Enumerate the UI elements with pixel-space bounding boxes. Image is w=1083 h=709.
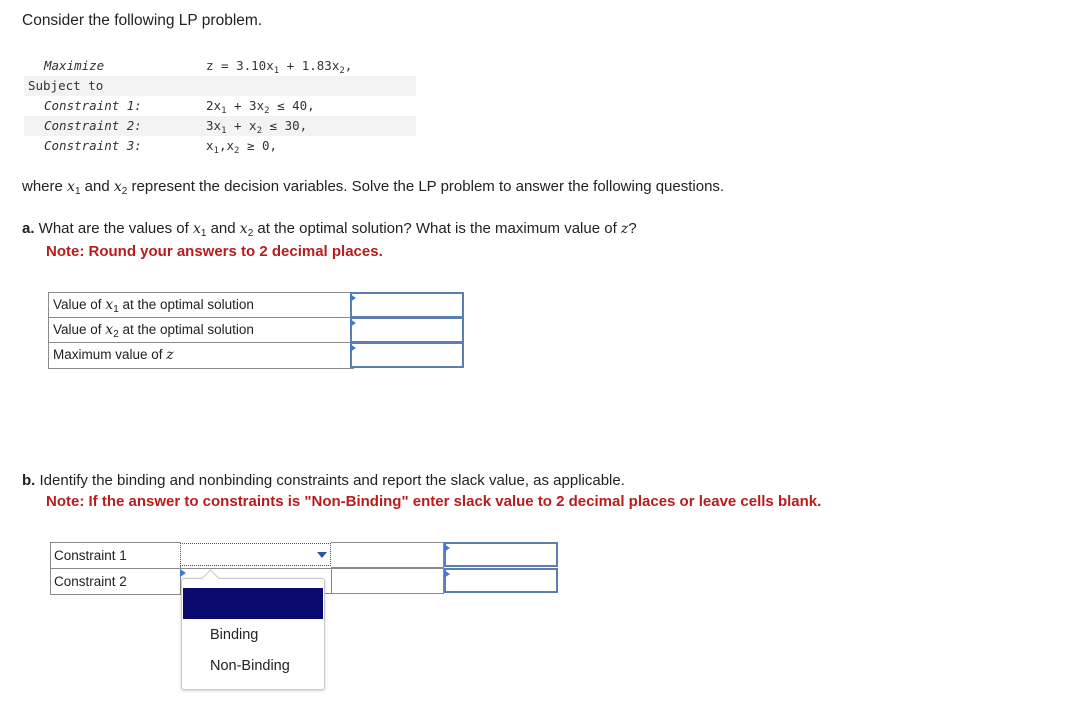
row-label: Value of $x_1$ at the optimal solution — [48, 292, 354, 317]
input-flag-icon — [350, 294, 356, 302]
x2-value-input[interactable] — [350, 317, 464, 343]
spacer-cell — [331, 568, 444, 594]
constraint-label: Constraint 1: — [44, 98, 142, 113]
answer-table-a — [48, 292, 462, 367]
input-flag-icon — [180, 569, 186, 577]
constraint-row-label: Constraint 2 — [50, 568, 181, 595]
lp-constraint-row — [24, 136, 416, 156]
constraint-expression: $3x_1 + x_2 \le 30$, — [206, 118, 308, 136]
lp-subject-row — [24, 76, 416, 96]
input-flag-icon — [444, 570, 450, 578]
table-row — [48, 342, 462, 367]
constraint-1-slack-input[interactable] — [444, 542, 558, 567]
input-flag-icon — [350, 344, 356, 352]
dropdown-blank-option[interactable] — [183, 588, 323, 619]
note-a: Note: Round your answers to 2 decimal places. — [46, 243, 383, 260]
constraint-label: Constraint 3: — [44, 138, 142, 153]
input-flag-icon — [444, 544, 450, 552]
status-dropdown-menu — [181, 578, 325, 690]
question-b: b. Identify the binding and nonbinding constraints and report the slack value, as applicable. — [22, 472, 625, 489]
max-z-input[interactable] — [350, 342, 464, 368]
row-label: Value of $x_2$ at the optimal solution — [48, 317, 354, 342]
option-binding[interactable]: Binding — [210, 627, 259, 643]
x1-value-input[interactable] — [350, 292, 464, 318]
table-row — [48, 292, 462, 317]
lp-constraint-row — [24, 96, 416, 116]
table-row — [50, 542, 558, 568]
constraint-2-slack-input[interactable] — [444, 568, 558, 593]
question-a: a. What are the values of $x_1$ and $x_2$ at the optimal solution? What is the maximum value of z? — [22, 220, 637, 239]
constraint-1-status-select[interactable] — [180, 543, 331, 566]
table-row — [48, 317, 462, 342]
spacer-cell — [331, 542, 444, 568]
constraint-expression: $x_1,x_2 \ge 0$, — [206, 138, 278, 156]
objective-expression: $z = 3.10x_1 + 1.83x_2$, — [206, 58, 353, 76]
lp-formulation — [24, 56, 416, 156]
row-label: Maximum value of z — [48, 342, 354, 369]
note-b: Note: If the answer to constraints is "Non-Binding" enter slack value to 2 decimal places or leave cells blank. — [46, 493, 822, 510]
lp-constraint-row — [24, 116, 416, 136]
input-flag-icon — [350, 319, 356, 327]
where-text: where $x_1$ and $x_2$ represent the decision variables. Solve the LP problem to answer the following questions. — [22, 178, 725, 197]
intro-text: Consider the following LP problem. — [22, 12, 263, 29]
maximize-label: Maximize — [44, 58, 105, 73]
constraint-label: Constraint 2: — [44, 118, 142, 133]
chevron-down-icon[interactable] — [317, 552, 327, 558]
constraint-row-label: Constraint 1 — [50, 542, 181, 568]
constraint-expression: $2x_1 + 3x_2 \le 40$, — [206, 98, 315, 116]
lp-objective-row — [24, 56, 416, 76]
option-non-binding[interactable]: Non-Binding — [210, 658, 290, 674]
subject-to-label: Subject to — [28, 78, 104, 93]
